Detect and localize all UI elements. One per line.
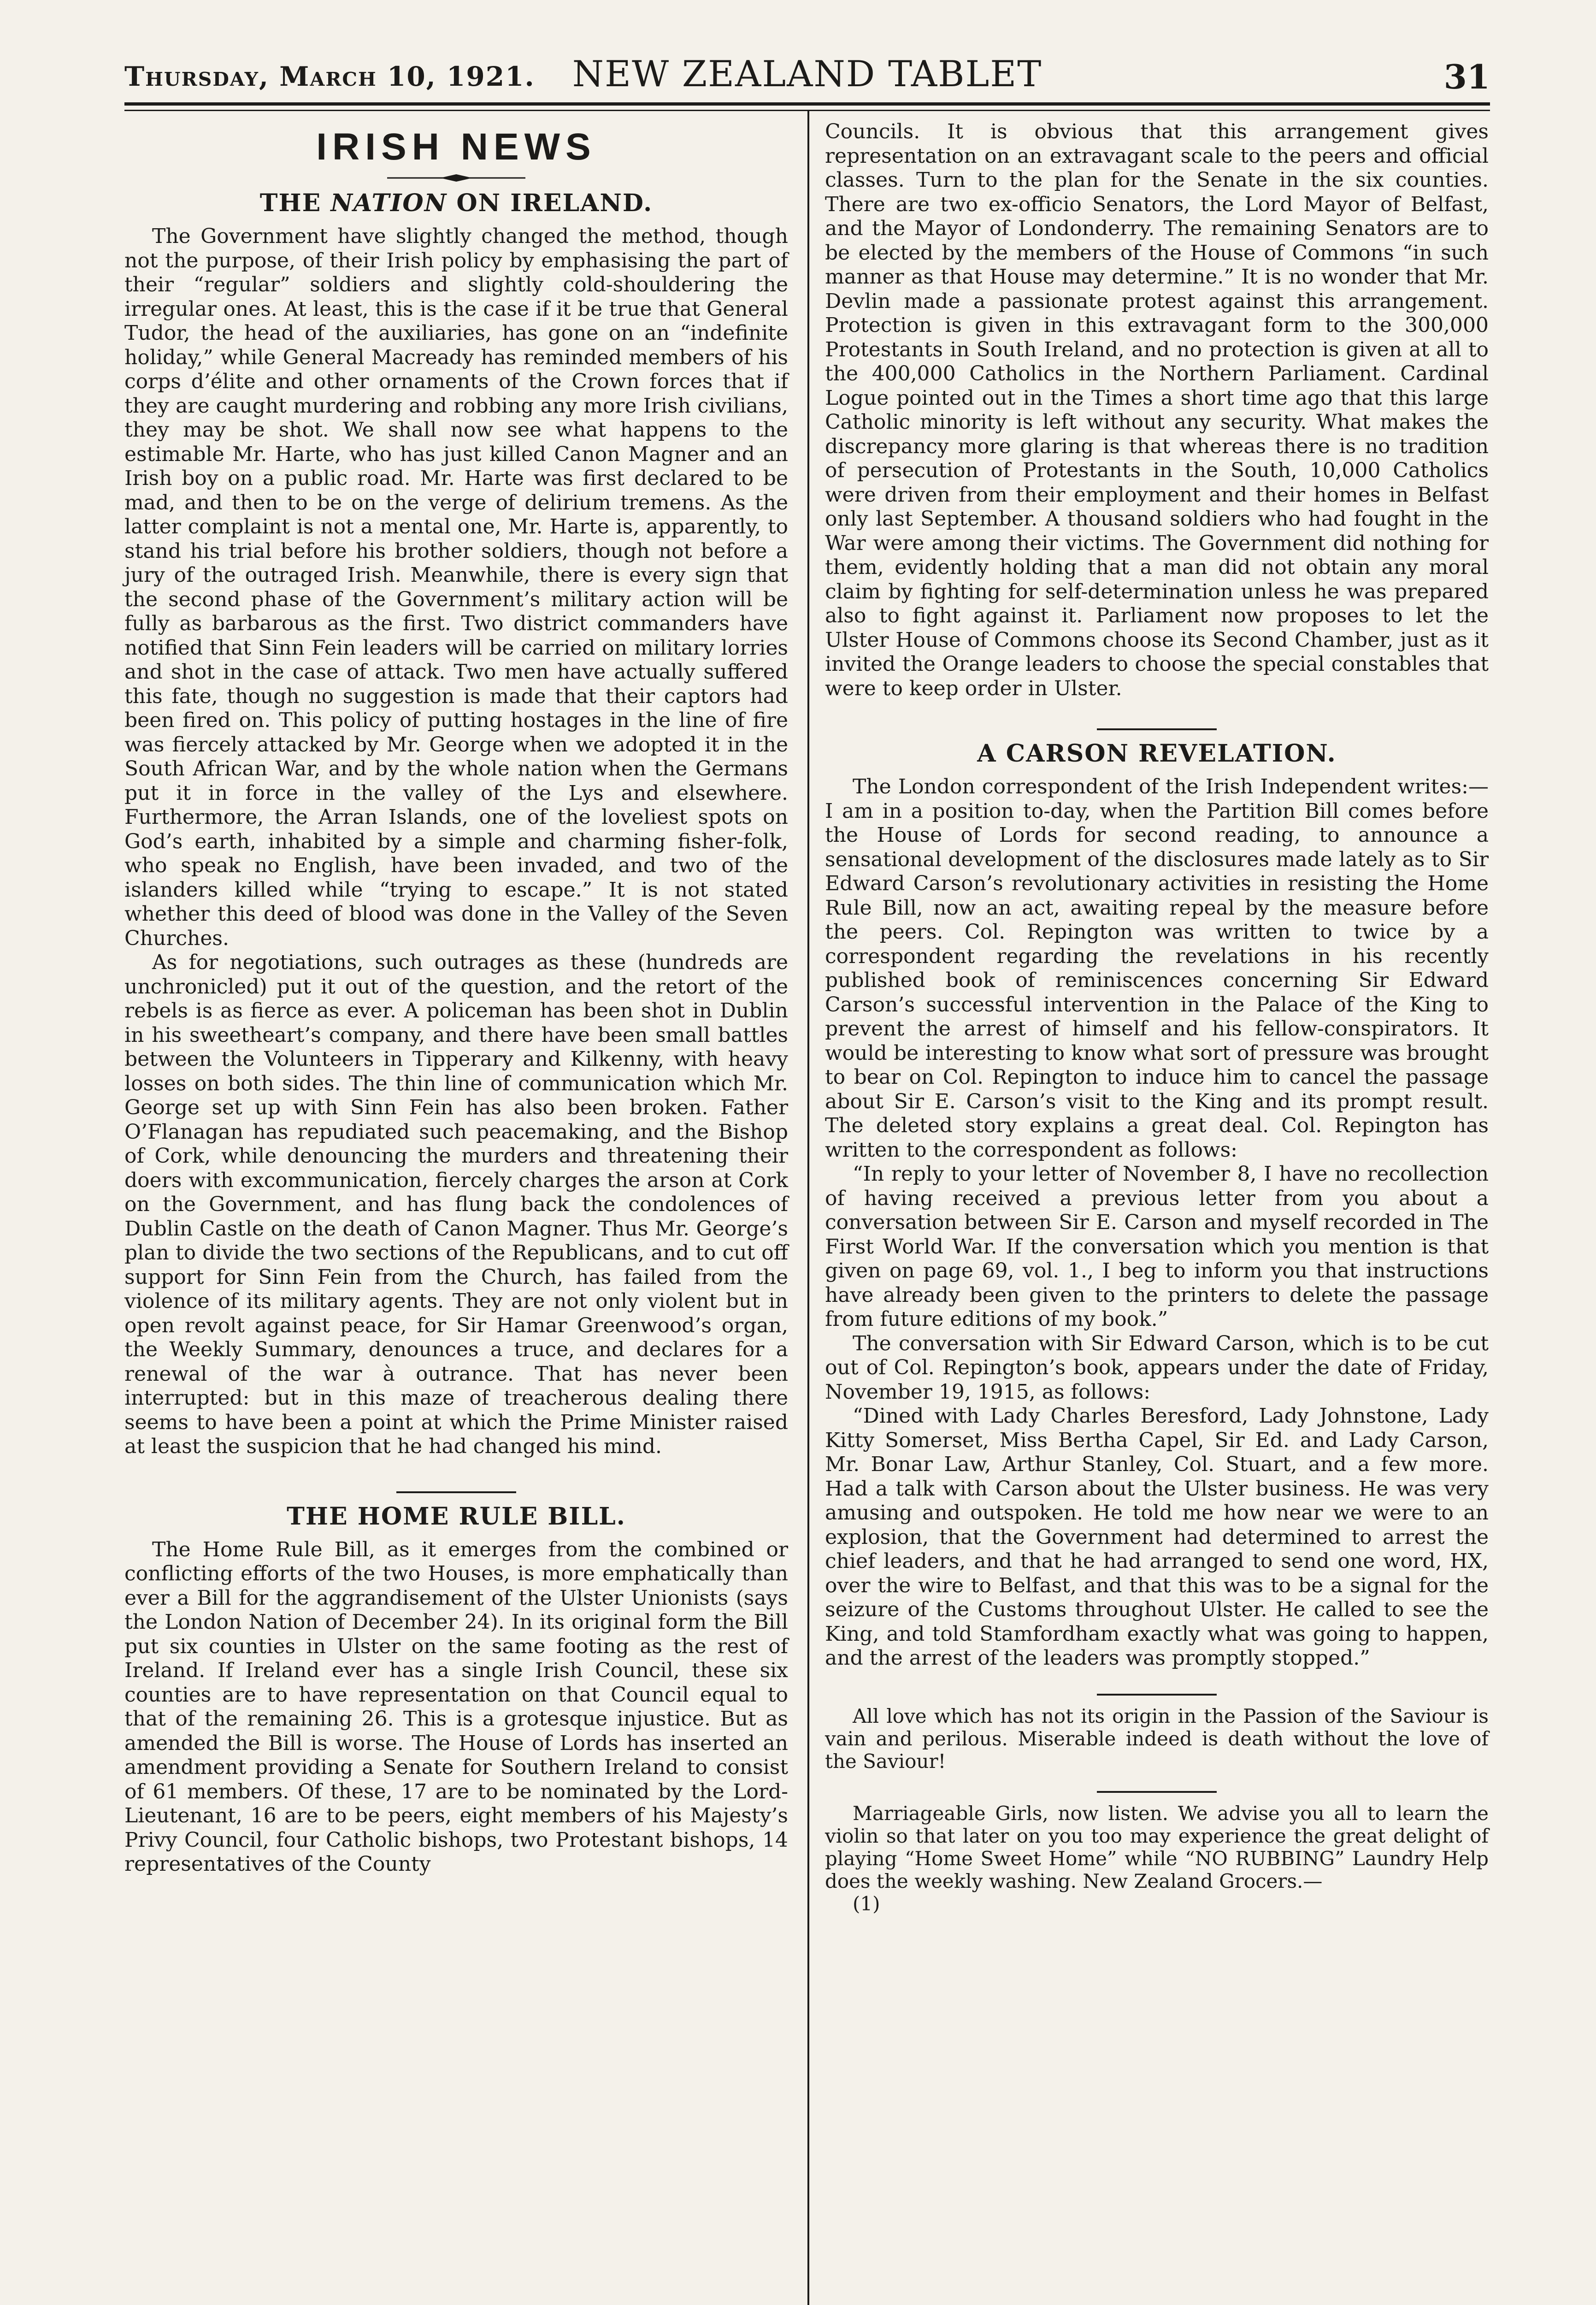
main-heading: IRISH NEWS (316, 126, 596, 168)
article-paragraph: The London correspondent of the Irish Independent writes:—I am in a position to-day, when the Partition Bill comes before the House of Lords for second reading, to announce a sensational development of the disclosures made lately as to Sir Edward Carson’s revolutionary activities in resisting the Home Rule Bill, now an act, awaiting repeal by the measure before the peers. Col. Repington was written to twice by a correspondent regarding the revelations in his recently published book of reminiscences concerning Sir Edward Carson’s successful intervention in the Palace of the King to prevent the arrest of himself and his fellow-conspirators. It would be interesting to know what sort of pressure was brought to bear on Col. Repington to induce him to cancel the passage about Sir E. Carson’s visit to the King and its prompt result. The deleted story explains a great deal. Col. Repington has written to the correspondent as follows: (825, 775, 1489, 1162)
ornament-divider (387, 173, 525, 183)
column-divider (807, 111, 809, 2305)
nation-heading-prefix: THE (259, 189, 322, 217)
laundry-advert-note (825, 1802, 1489, 1915)
left-column (124, 120, 788, 1877)
quote-paragraph: “In reply to your letter of November 8, I have no recollection of having received a previous letter from you about a conversation between Sir E. Carson and myself recorded in The First World War. If the conversation which you mention is that given on page 69, vol. 1., I beg to inform you that instructions have already been given to the printers to delete the passage from future editions of my book.” (825, 1162, 1489, 1331)
section-rule (396, 1491, 516, 1493)
quote-block (825, 1404, 1489, 1671)
quote-block (825, 1162, 1489, 1332)
devotional-note (825, 1705, 1489, 1773)
header-rule-thick (124, 102, 1490, 106)
quote-paragraph: “Dined with Lady Charles Beresford, Lady Johnstone, Lady Kitty Somerset, Miss Bertha Capel, Sir Ed. and Lady Carson, Mr. Bonar Law, Arthur Stanley, Col. Stuart, and a few more. Had a talk with Carson about the Ulster business. He was very amusing and outspoken. He told me how near we were to an explosion, that the Government had determined to arrest the chief leaders, and that he had arranged to send one word, HX, over the wire to Belfast, and that this was to be a signal for the seizure of the Customs throughout Ulster. He called to see the King, and told Stamfordham exactly what was going to happen, and the arrest of the leaders was promptly stopped.” (825, 1404, 1489, 1670)
home-rule-heading: THE HOME RULE BILL. (287, 1502, 626, 1531)
page-number: 31 (1443, 57, 1490, 96)
article-continuation: Councils. It is obvious that this arrangement gives representation on an extravagant scale to the peers and official classes. Turn to the plan for the Senate in the six counties. There are two ex-officio Senators, the Lord Mayor of Belfast, and the Mayor of Londonderry. The remaining Senators are to be elected by the members of the House of Commons “in such manner as that House may determine.” It is no wonder that Mr. Devlin made a passionate protest against this arrangement. Protection is given in this extravagant form to the 300,000 Protestants in South Ireland, and no protection is given at all to the 400,000 Catholics in the Northern Parliament. Cardinal Logue pointed out in the Times a short time ago that this large Catholic minority is left without any security. What makes the discrepancy more glaring is that whereas there is no tradition of persecution of Protestants in the South, 10,000 Catholics were driven from their employment and their homes in Belfast only last September. A thousand soldiers who had fought in the War were among their victims. The Government did nothing for them, evidently holding that a man did not obtain any moral claim by fighting for self-determination unless he was prepared also to fight against it. Parliament now proposes to let the Ulster House of Commons choose its Second Chamber, just as it invited the Orange leaders to choose the special constables that were to keep order in Ulster. (825, 120, 1489, 700)
section-rule (1097, 1694, 1217, 1696)
article-paragraph: The Government have slightly changed the method, though not the purpose, of their Irish policy by emphasising the part of their “regular” soldiers and slightly cold-shouldering the irregular ones. At least, this is the case if it be true that General Tudor, the head of the auxiliaries, has gone on an “indefinite holiday,” while General Macready has reminded members of his corps d’élite and other ornaments of the Crown forces that if they are caught murdering and robbing any more Irish civilians, they may be shot. We shall now see what happens to the estimable Mr. Harte, who has just killed Canon Magner and an Irish boy on a public road. Mr. Harte was first declared to be mad, and then to be on the verge of delirium tremens. As the latter complaint is not a mental one, Mr. Harte is, apparently, to stand his trial before his brother soldiers, though not before a jury of the outraged Irish. Meanwhile, there is every sign that the second phase of the Government’s military action will be fully as barbarous as the first. Two district commanders have notified that Sinn Fein leaders will be carried on military lorries and shot in the case of attack. Two men have actually suffered this fate, though no suggestion is made that their captors had been fired on. This policy of putting hostages in the line of fire was fiercely attacked by Mr. George when we adopted it in the South African War, and by the whole nation when the Germans put it in force in the valley of the Lys and elsewhere. Furthermore, the Arran Islands, one of the loveliest spots on God’s earth, inhabited by a simple and charming fisher-folk, who speak no English, have been invaded, and two of the islanders killed while “trying to escape.” It is not stated whether this deed of blood was done in the Valley of the Seven Churches. (124, 225, 788, 950)
nation-heading-suffix: ON IRELAND. (456, 189, 653, 217)
section-rule (1097, 1791, 1217, 1793)
nation-heading-italic: NATION (330, 189, 448, 217)
note-paragraph: All love which has not its origin in the Passion of the Saviour is vain and perilous. Miserable indeed is death without the love of the Saviour! (825, 1704, 1489, 1773)
note-paragraph: Marriageable Girls, now listen. We advise you all to learn the violin so that later on you too may experience the great delight of playing “Home Sweet Home” while “NO RUBBING” Laundry Help does the weekly washing. New Zealand Grocers.— (825, 1802, 1489, 1892)
article-paragraph: The Home Rule Bill, as it emerges from the combined or conflicting efforts of the two Houses, is more emphatically than ever a Bill for the aggrandisement of the Ulster Unionists (says the London Nation of December 24). In its original form the Bill put six counties in Ulster on the same footing as the rest of Ireland. If Ireland ever has a single Irish Council, these six counties are to have representation on that Council equal to that of the remaining 26. This is a grotesque injustice. But as amended the Bill is worse. The House of Lords has inserted an amendment providing a Senate for Southern Ireland to consist of 61 members. Of these, 17 are to be nominated by the Lord-Lieutenant, 16 are to be peers, eight members of his Majesty’s Privy Council, four Catholic bishops, two Protestant bishops, 14 representatives of the County (124, 1537, 788, 1876)
note-number: (1) (853, 1892, 880, 1915)
article-paragraph: The conversation with Sir Edward Carson, which is to be cut out of Col. Repington’s book, appears under the date of Friday, November 19, 1915, as follows: (825, 1331, 1489, 1404)
publication-title: NEW ZEALAND TABLET (572, 53, 1042, 95)
running-header (124, 51, 1490, 101)
right-column (825, 120, 1489, 1915)
nation-heading (124, 189, 788, 217)
issue-date: Thursday, March 10, 1921. (124, 61, 535, 92)
carson-heading: A CARSON REVELATION. (977, 739, 1337, 768)
article-paragraph: As for negotiations, such outrages as these (hundreds are unchronicled) put it out of the question, and the retort of the rebels is as fierce as ever. A policeman has been shot in Dublin in his sweetheart’s company, and there have been small battles between the Volunteers in Tipperary and Kilkenny, with heavy losses on both sides. The thin line of communication which Mr. George set up with Sinn Fein has also been broken. Father O’Flanagan has repudiated such peacemaking, and the Bishop of Cork, while denouncing the murders and threatening their doers with excommunication, fiercely charges the arson at Cork on the Government, and has flung back the condolences of Dublin Castle on the death of Canon Magner. Thus Mr. George’s plan to divide the two sections of the Republicans, and to cut off support for Sinn Fein from the Church, has failed from the violence of its military agents. They are not only violent but in open revolt against peace, for Sir Hamar Greenwood’s organ, the Weekly Summary, denounces a truce, and declares for a renewal of the war à outrance. That has never been interrupted: but in this maze of treacherous dealing there seems to have been a point at which the Prime Minister raised at least the suspicion that he had changed his mind. (124, 951, 788, 1458)
section-rule (1097, 728, 1217, 730)
